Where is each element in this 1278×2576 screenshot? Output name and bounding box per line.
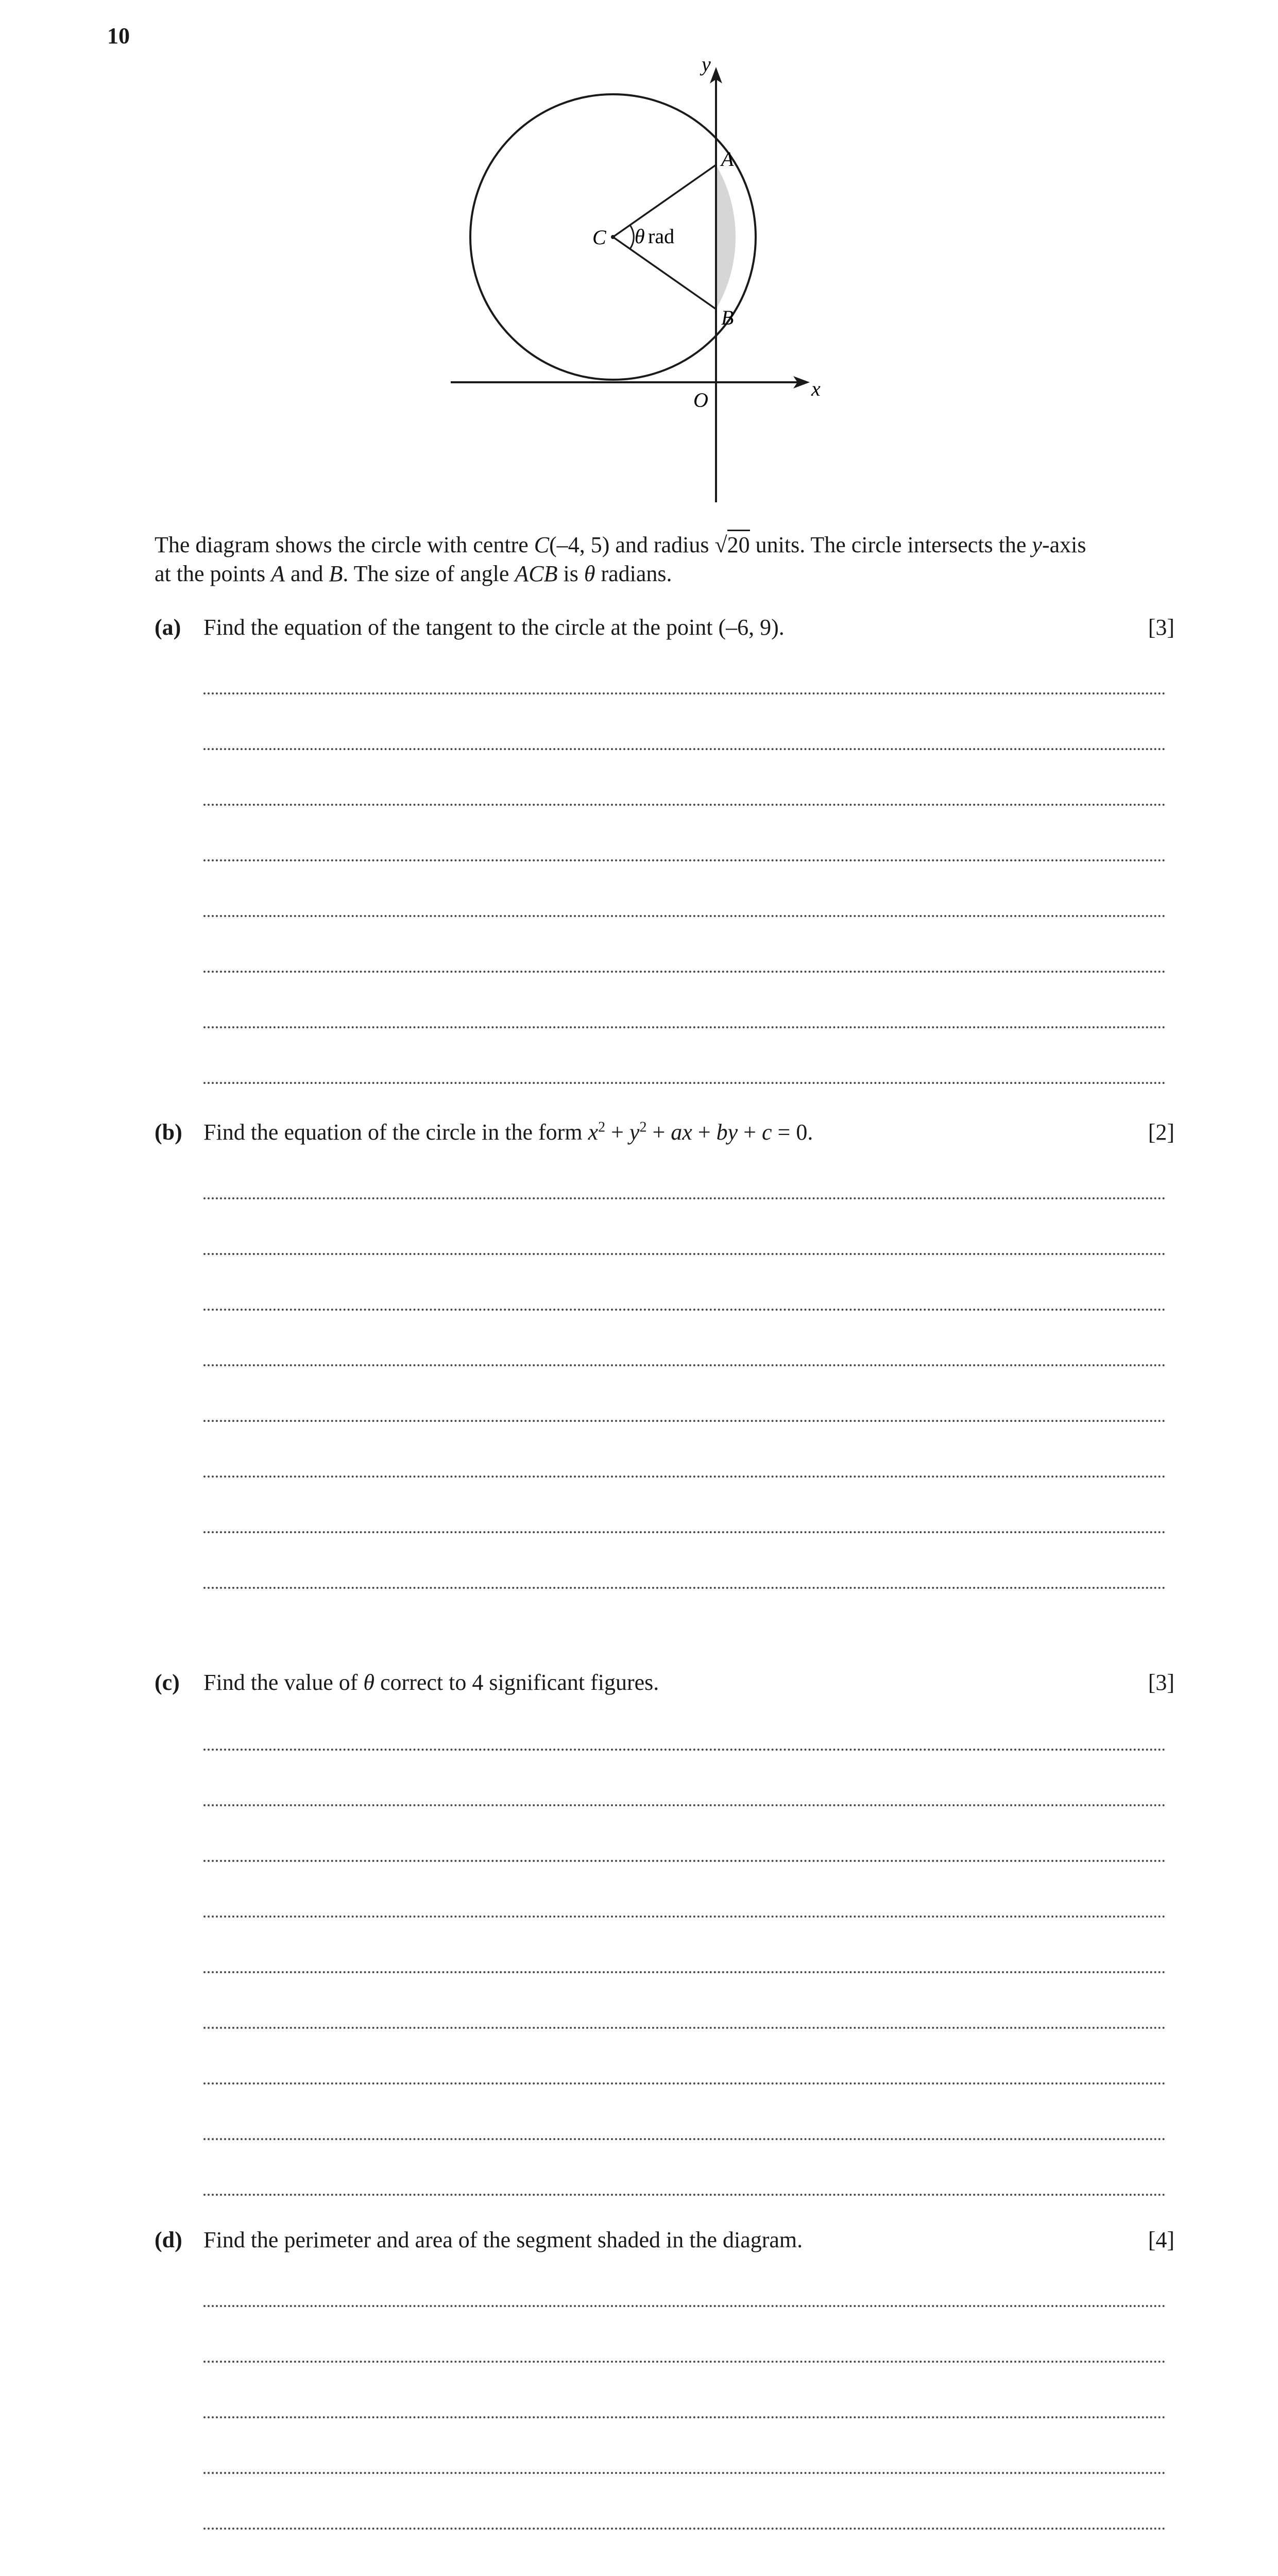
centre-label: C (592, 226, 606, 249)
intro-line-2: at the points A and B. The size of angle ACB is θ radians. (155, 561, 672, 586)
shaded-segment (716, 165, 736, 309)
answer-line[interactable] (203, 639, 1166, 694)
answer-line[interactable] (203, 806, 1166, 861)
radius-cb (613, 237, 716, 309)
answer-line[interactable] (203, 1422, 1166, 1478)
part-c-heading (155, 1668, 1174, 1697)
part-c-answer-lines[interactable] (203, 1695, 1166, 2196)
answer-line[interactable] (203, 2140, 1166, 2196)
angle-unit-label: rad (648, 225, 675, 248)
answer-line[interactable] (203, 2418, 1166, 2474)
answer-line[interactable] (203, 861, 1166, 917)
angle-arc (630, 225, 634, 249)
answer-line[interactable] (203, 1255, 1166, 1311)
answer-line[interactable] (203, 2251, 1166, 2307)
answer-line[interactable] (203, 1533, 1166, 1589)
answer-line[interactable] (203, 750, 1166, 806)
answer-line[interactable] (203, 1973, 1166, 2029)
question-intro (155, 531, 1174, 588)
answer-line[interactable] (203, 1028, 1166, 1084)
answer-line[interactable] (203, 2474, 1166, 2530)
answer-line[interactable] (203, 2307, 1166, 2363)
answer-line[interactable] (203, 1806, 1166, 1862)
part-c-marks: [3] (1148, 1670, 1174, 1695)
answer-line[interactable] (203, 1311, 1166, 1366)
part-b-label: (b) (155, 1120, 182, 1145)
y-axis-label: y (702, 53, 711, 76)
answer-line[interactable] (203, 917, 1166, 973)
part-d-answer-lines[interactable] (203, 2251, 1166, 2576)
part-b-answer-lines[interactable] (203, 1144, 1166, 1589)
answer-line[interactable] (203, 1751, 1166, 1806)
answer-line[interactable] (203, 1144, 1166, 1199)
circle-diagram (443, 52, 834, 505)
answer-line[interactable] (203, 1478, 1166, 1533)
part-a-label: (a) (155, 615, 181, 640)
part-d-text: Find the perimeter and area of the segment shaded in the diagram. (203, 2227, 803, 2252)
part-a-answer-lines[interactable] (203, 639, 1166, 1084)
intro-line-1: The diagram shows the circle with centre C(–4, 5) and radius √20 units. The circle intersects the y-axis (155, 531, 1174, 560)
answer-line[interactable] (203, 1695, 1166, 1751)
part-d-heading (155, 2226, 1174, 2255)
part-d-label: (d) (155, 2227, 182, 2252)
point-a-label: A (721, 147, 734, 171)
answer-line[interactable] (203, 2363, 1166, 2418)
part-c-label: (c) (155, 1670, 180, 1695)
answer-line[interactable] (203, 2084, 1166, 2140)
part-a-text: Find the equation of the tangent to the circle at the point (–6, 9). (203, 615, 785, 640)
answer-line[interactable] (203, 1199, 1166, 1255)
part-a-marks: [3] (1148, 615, 1174, 640)
part-b-text: Find the equation of the circle in the form $x^2 + y^2$ + ax + by + c = 0. (203, 1119, 813, 1145)
answer-line[interactable] (203, 1366, 1166, 1422)
part-a-heading (155, 613, 1174, 642)
question-number: 10 (107, 23, 130, 48)
point-b-label: B (721, 306, 734, 329)
answer-line[interactable] (203, 1862, 1166, 1918)
part-c-text: Find the value of θ correct to 4 significant figures. (203, 1670, 659, 1695)
part-d-marks: [4] (1148, 2227, 1174, 2252)
answer-line[interactable] (203, 694, 1166, 750)
answer-line[interactable] (203, 2530, 1166, 2576)
answer-line[interactable] (203, 2029, 1166, 2084)
origin-label: O (693, 388, 708, 412)
answer-line[interactable] (203, 1918, 1166, 1973)
part-b-heading (155, 1118, 1174, 1147)
part-b-marks: [2] (1148, 1120, 1174, 1145)
answer-line[interactable] (203, 973, 1166, 1028)
angle-theta-label: θ (635, 225, 645, 248)
x-axis-label: x (811, 377, 821, 400)
centre-point (611, 235, 615, 239)
